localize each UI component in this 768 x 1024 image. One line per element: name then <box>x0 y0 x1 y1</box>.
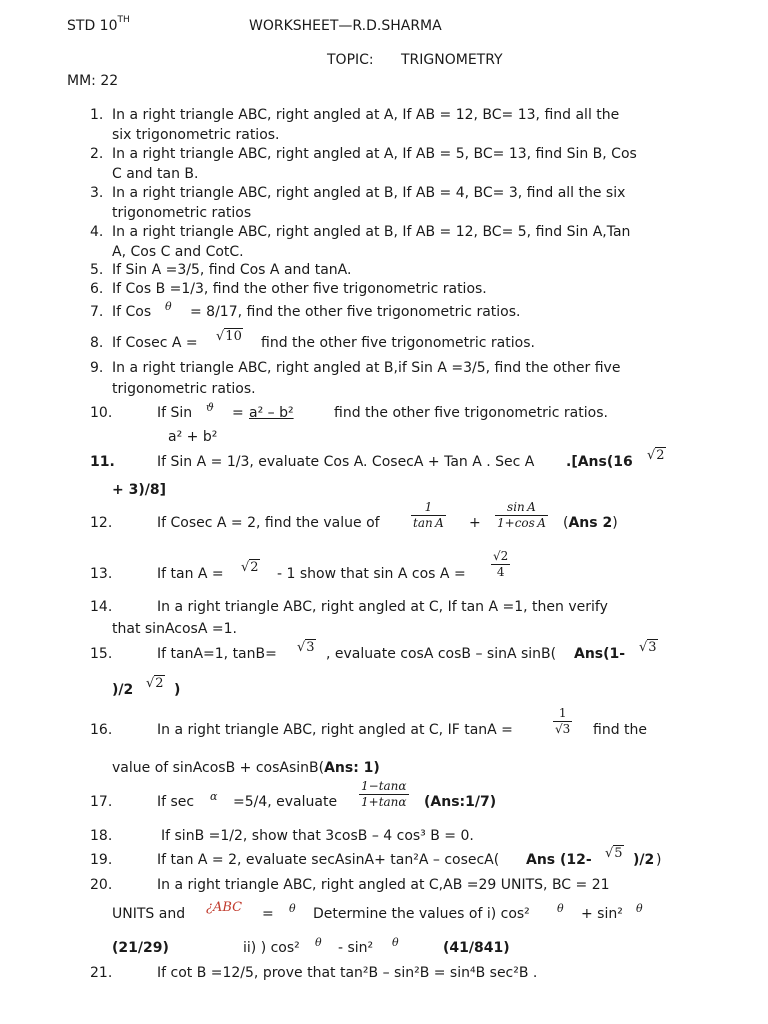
answer-text: + 3)/8] <box>112 482 166 498</box>
answer-text: (Ans:1/7) <box>424 794 497 810</box>
sqrt-expression: √3 <box>297 640 315 655</box>
question-text: + sin² <box>581 906 623 922</box>
question-number: 2. <box>90 146 104 162</box>
sqrt-expression: √2 <box>241 560 259 575</box>
answer-text: .[Ans(16 <box>566 454 633 470</box>
question-text: If Cosec A = <box>112 335 198 351</box>
question-text: Determine the values of i) cos² <box>313 906 530 922</box>
std-label: STD 10TH <box>67 15 130 34</box>
max-marks: MM: 22 <box>67 73 119 89</box>
question-number: 5. <box>90 262 104 278</box>
question-number: 17. <box>90 794 113 810</box>
sqrt-expression: √3 <box>639 640 657 655</box>
question-text: If sec <box>157 794 195 810</box>
question-text: In a right triangle ABC, right angled at B, If AB = 4, BC= 3, find all the six <box>112 185 626 201</box>
sqrt-expression: √10 <box>216 329 242 344</box>
topic-label: TOPIC: <box>327 52 374 68</box>
answer-text: (21/29) <box>112 940 169 956</box>
question-text: - 1 show that sin A cos A = <box>277 566 466 582</box>
question-text: If Sin A = 1/3, evaluate Cos A. CosecA + Tan A . Sec A <box>157 454 535 470</box>
question-number: 8. <box>90 335 104 351</box>
question-text: If Cosec A = 2, find the value of <box>157 515 380 531</box>
question-text: trigonometric ratios. <box>112 381 256 397</box>
fraction: $\frac{\text{sin A}}{\text{1+cos A}}$ <box>497 500 546 530</box>
sqrt-expression: √2 <box>146 676 164 691</box>
question-number: 12. <box>90 515 113 531</box>
question-text: =5/4, evaluate <box>233 794 338 810</box>
fraction-denominator: a² + b² <box>168 429 218 445</box>
question-number: 15. <box>90 646 113 662</box>
question-text: = 8/17, find the other five trigonometric ratios. <box>190 304 521 320</box>
question-text: find the other five trigonometric ratios. <box>261 335 535 351</box>
sqrt-expression: √5 <box>605 846 623 861</box>
answer-text: )/2 <box>633 852 655 868</box>
question-text: In a right triangle ABC, right angled at A, If AB = 12, BC= 13, find all the <box>112 107 620 123</box>
question-text: find the other five trigonometric ratios. <box>334 405 608 421</box>
question-text: If Sin A =3/5, find Cos A and tanA. <box>112 262 352 278</box>
theta-symbol: θ <box>165 300 172 313</box>
closing-paren: ) <box>656 852 662 868</box>
equals-sign: = <box>232 405 244 421</box>
question-text: If tan A = 2, evaluate secAsinA+ tan²A – cosecA( <box>157 852 500 868</box>
question-text: In a right triangle ABC, right angled at C, IF tanA = <box>157 722 513 738</box>
fraction: $\frac{1-\tan\alpha}{1+\tan\alpha}$ <box>361 779 407 809</box>
plus-sign: + <box>469 515 481 531</box>
question-number: 7. <box>90 304 104 320</box>
question-text: If cot B =12/5, prove that tan²B – sin²B = sin⁴B sec²B . <box>157 965 538 981</box>
question-text: In a right triangle ABC, right angled at B,if Sin A =3/5, find the other five <box>112 360 621 376</box>
fraction: $\frac{1}{√3}$ <box>555 706 571 736</box>
equals-sign: = <box>262 906 274 922</box>
question-text: - sin² <box>338 940 374 956</box>
question-number: 6. <box>90 281 104 297</box>
question-text: six trigonometric ratios. <box>112 127 280 143</box>
question-number: 14. <box>90 599 113 615</box>
question-text: If Cos B =1/3, find the other five trigonometric ratios. <box>112 281 487 297</box>
answer-text: )/2 <box>112 682 134 698</box>
question-text: In a right triangle ABC, right angled at B, If AB = 12, BC= 5, find Sin A,Tan <box>112 224 631 240</box>
question-text: UNITS and <box>112 906 186 922</box>
question-text: that sinAcosA =1. <box>112 621 237 637</box>
question-text: trigonometric ratios <box>112 205 252 221</box>
question-text: In a right triangle ABC, right angled at C, If tan A =1, then verify <box>157 599 608 615</box>
fraction: $\frac{√2}{4}$ <box>493 549 509 579</box>
question-number: 3. <box>90 185 104 201</box>
question-number: 1. <box>90 107 104 123</box>
answer-text: (Ans 2) <box>563 515 618 531</box>
question-text: A, Cos C and CotC. <box>112 244 244 260</box>
question-number: 18. <box>90 828 113 844</box>
question-text: find the <box>593 722 648 738</box>
theta-symbol: θ <box>557 902 564 915</box>
answer-text: Ans(1- <box>574 646 626 662</box>
question-text: C and tan B. <box>112 166 199 182</box>
fraction-numerator: a² – b² <box>249 405 294 421</box>
question-number: 11. <box>90 454 115 470</box>
question-number: 9. <box>90 360 104 376</box>
question-text: If sinB =1/2, show that 3cosB – 4 cos³ B = 0. <box>161 828 474 844</box>
question-number: 13. <box>90 566 113 582</box>
question-number: 21. <box>90 965 113 981</box>
question-text: If Cos <box>112 304 152 320</box>
worksheet-title: WORKSHEET—R.D.SHARMA <box>249 18 442 34</box>
question-text: In a right triangle ABC, right angled at C,AB =29 UNITS, BC = 21 <box>157 877 610 893</box>
theta-symbol: θ <box>289 902 296 915</box>
question-text: If tanA=1, tanB= <box>157 646 277 662</box>
theta-symbol: θ <box>392 936 399 949</box>
topic-name: TRIGNOMETRY <box>401 52 503 68</box>
question-text: If Sin <box>157 405 193 421</box>
sqrt-expression: √2 <box>647 448 665 463</box>
question-number: 20. <box>90 877 113 893</box>
theta-symbol: ϑ <box>206 401 214 414</box>
question-text: value of sinAcosB + cosAsinB(Ans: 1) <box>112 760 380 776</box>
fraction: $\frac{1}{\text{tan A}}$ <box>413 500 444 530</box>
theta-symbol: θ <box>636 902 643 915</box>
alpha-symbol: α <box>210 790 218 803</box>
theta-symbol: θ <box>315 936 322 949</box>
answer-text: Ans (12- <box>526 852 592 868</box>
question-text: , evaluate cosA cosB – sinA sinB( <box>326 646 557 662</box>
angle-expression: ¿ABC <box>206 900 243 915</box>
question-text: ii) ) cos² <box>243 940 300 956</box>
question-text: In a right triangle ABC, right angled at A, If AB = 5, BC= 13, find Sin B, Cos <box>112 146 637 162</box>
question-number: 4. <box>90 224 104 240</box>
question-text: If tan A = <box>157 566 224 582</box>
question-number: 16. <box>90 722 113 738</box>
question-number: 19. <box>90 852 113 868</box>
answer-text: ) <box>174 682 181 698</box>
question-number: 10. <box>90 405 113 421</box>
answer-text: (41/841) <box>443 940 510 956</box>
